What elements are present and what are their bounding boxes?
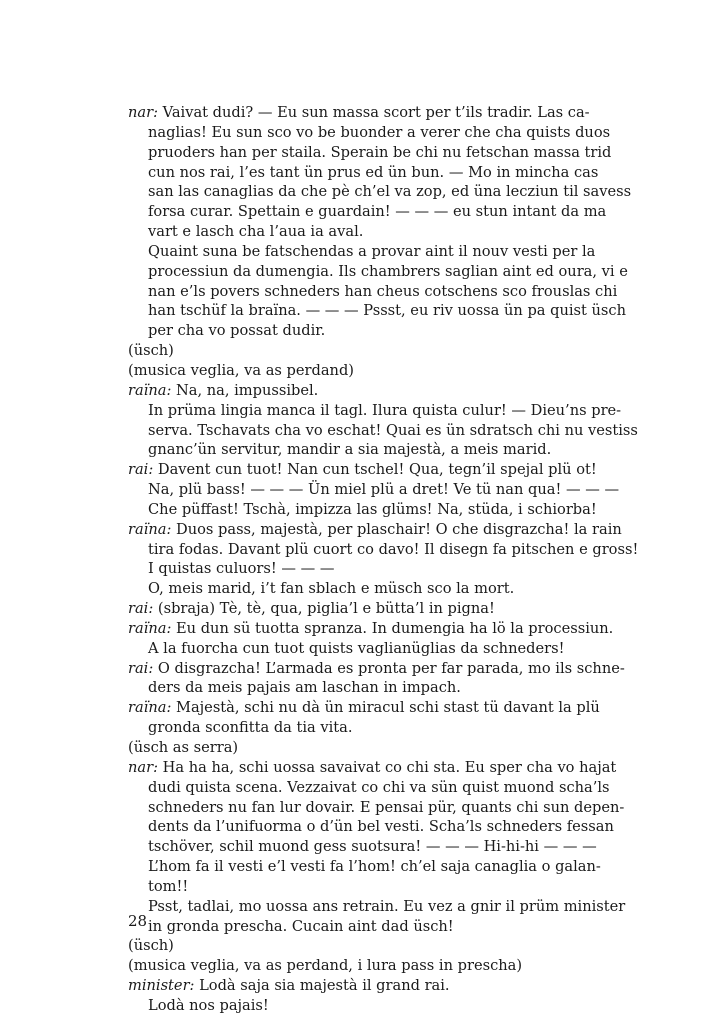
- stage-direction: (üsch as serra): [128, 739, 239, 756]
- speech-block: [128, 976, 616, 996]
- speech-block: [128, 758, 625, 897]
- speech-block: [128, 103, 632, 242]
- speech-block: [128, 381, 616, 401]
- continuation-block: [128, 996, 616, 1016]
- text-line: processiun da dumengia. Ils chambrers saglian aint ed oura, vi e: [148, 262, 628, 280]
- speech-block: [128, 698, 616, 738]
- speech-first-line: [128, 460, 616, 480]
- speech-block: [128, 460, 620, 520]
- text-line: I quistas culuors! — — —: [148, 560, 335, 578]
- text-line: vart e lasch cha l’aua ia aval.: [148, 223, 364, 241]
- speech-first-line: [128, 520, 622, 540]
- text-line: Che püffast! Tschà, impizza las glüms! Na, stüda, i schiorba!: [148, 500, 597, 518]
- speech-first-line: [128, 659, 625, 679]
- text-line: dudi quista scena. Vezzaivat co chi va sün quist muond scha’ls: [148, 778, 610, 796]
- stage-direction: (musica veglia, va as perdand): [128, 361, 354, 379]
- speech-first-line: [128, 381, 616, 401]
- speaker-label: nar:: [128, 758, 158, 776]
- line-text: Ha ha ha, schi uossa savaivat co chi sta. Eu sper cha vo hajat: [162, 758, 617, 776]
- stage-direction: (üsch): [128, 937, 174, 955]
- text-line: pruoders han per staila. Sperain be chi nu fetschan massa trid: [148, 143, 612, 161]
- text-line: Lodà nos pajais!: [148, 996, 269, 1014]
- continuation-block: [128, 579, 616, 599]
- speech-first-line: [128, 599, 616, 619]
- text-line: In prüma lingia manca il tagl. Ilura quista culur! — Dieu’ns pre-: [148, 401, 622, 419]
- line-text: (sbraja) Tè, tè, qua, piglia’l e bütta’l in pigna!: [157, 600, 495, 618]
- text-line: tira fodas. Davant plü cuort co davo! Il disegn fa pitschen e gross!: [148, 540, 639, 558]
- line-text: Eu dun sü tuotta spranza. In dumengia ha lö la processiun.: [176, 619, 614, 637]
- text-line: nan e’ls povers schneders han cheus cotschens sco frouslas chi: [148, 282, 618, 300]
- speech-first-line: [128, 619, 616, 639]
- speaker-label: raïna:: [128, 619, 172, 637]
- speech-block: [128, 599, 616, 619]
- text-line: per cha vo possat dudir.: [148, 322, 326, 340]
- text-line: serva. Tschavats cha vo eschat! Quai es ün sdratsch chi nu vestiss: [148, 421, 638, 439]
- line-text: Davent cun tuot! Nan cun tschel! Qua, tegn’il spejal plü ot!: [157, 461, 597, 479]
- line-text: Vaivat dudi? — Eu sun massa scort per t’ils tradir. Las ca-: [162, 104, 590, 121]
- continuation-block: [128, 242, 628, 341]
- continuation-block: [128, 897, 626, 937]
- speaker-label: raïna:: [128, 381, 172, 399]
- text-line: Quaint suna be fatschendas a provar aint il nouv vesti per la: [148, 242, 596, 260]
- speaker-label: rai:: [128, 461, 154, 479]
- text-line: gronda sconfitta da tia vita.: [148, 719, 353, 737]
- text-line: forsa curar. Spettain e guardain! — — — eu stun intant da ma: [148, 203, 607, 221]
- text-line: dents da l’unifuorma o d’ün bel vesti. Scha’ls schneders fessan: [148, 818, 614, 836]
- text-line: schneders nu fan lur dovair. E pensai pür, quants chi sun depen-: [148, 798, 625, 816]
- speaker-label: raïna:: [128, 699, 172, 717]
- line-text: O disgrazcha! L’armada es pronta per far parada, mo ils schne-: [157, 659, 625, 677]
- speaker-label: nar:: [128, 104, 158, 121]
- speech-block: [128, 520, 639, 580]
- speaker-label: rai:: [128, 659, 154, 677]
- speaker-label: raïna:: [128, 520, 172, 538]
- text-line: ders da meis pajais am laschan in impach.: [148, 679, 461, 697]
- text-line: L’hom fa il vesti e’l vesti fa l’hom! ch’el saja canaglia o galan-: [148, 858, 601, 876]
- continuation-block: [128, 401, 638, 461]
- text-block: [128, 103, 639, 1016]
- speaker-label: minister:: [128, 977, 195, 995]
- text-line: naglias! Eu sun sco vo be buonder a verer che cha quists duos: [148, 123, 611, 141]
- speech-block: [128, 619, 616, 659]
- line-text: Lodà saja sia majestà il grand rai.: [199, 977, 450, 995]
- text-line: A la fuorcha cun tuot quists vaglianüglias da schneders!: [148, 639, 565, 657]
- text-line: Na, plü bass! — — — Ün miel plü a dret! Ve tü nan qua! — — —: [148, 481, 620, 499]
- stage-direction: (üsch): [128, 342, 174, 360]
- line-text: Na, na, impussibel.: [176, 381, 319, 399]
- speech-block: [128, 659, 625, 699]
- speech-first-line: [128, 976, 616, 996]
- speech-first-line: [128, 758, 616, 778]
- text-line: san las canaglias da che pè ch’el va zop, ed üna lecziun til savess: [148, 183, 632, 201]
- text-line: gnanc’ün servitur, mandir a sia majestà, a meis marid.: [148, 441, 552, 459]
- speech-first-line: [128, 698, 616, 718]
- text-line: O, meis marid, i’t fan sblach e müsch sco la mort.: [148, 580, 515, 598]
- line-text: Duos pass, majestà, per plaschair! O che disgrazcha! la rain: [176, 520, 622, 538]
- text-line: in gronda prescha. Cucain aint dad üsch!: [148, 917, 454, 935]
- text-line: cun nos rai, l’es tant ün prus ed ün bun. — Mo in mincha cas: [148, 163, 599, 181]
- speaker-label: rai:: [128, 600, 154, 618]
- stage-direction: (musica veglia, va as perdand, i lura pass in prescha): [128, 957, 523, 975]
- text-line: tom!!: [148, 877, 189, 895]
- page-number: 28: [128, 912, 148, 930]
- line-text: Majestà, schi nu dà ün miracul schi stast tü davant la plü: [176, 699, 600, 717]
- text-line: tschöver, schil muond gess suotsura! — — — Hi-hi-hi — — —: [148, 838, 597, 856]
- text-line: han tschüf la braïna. — — — Pssst, eu riv uossa ün pa quist üsch: [148, 302, 626, 320]
- text-line: Psst, tadlai, mo uossa ans retrain. Eu vez a gnir il prüm minister: [148, 897, 626, 915]
- speech-first-line: [128, 103, 616, 123]
